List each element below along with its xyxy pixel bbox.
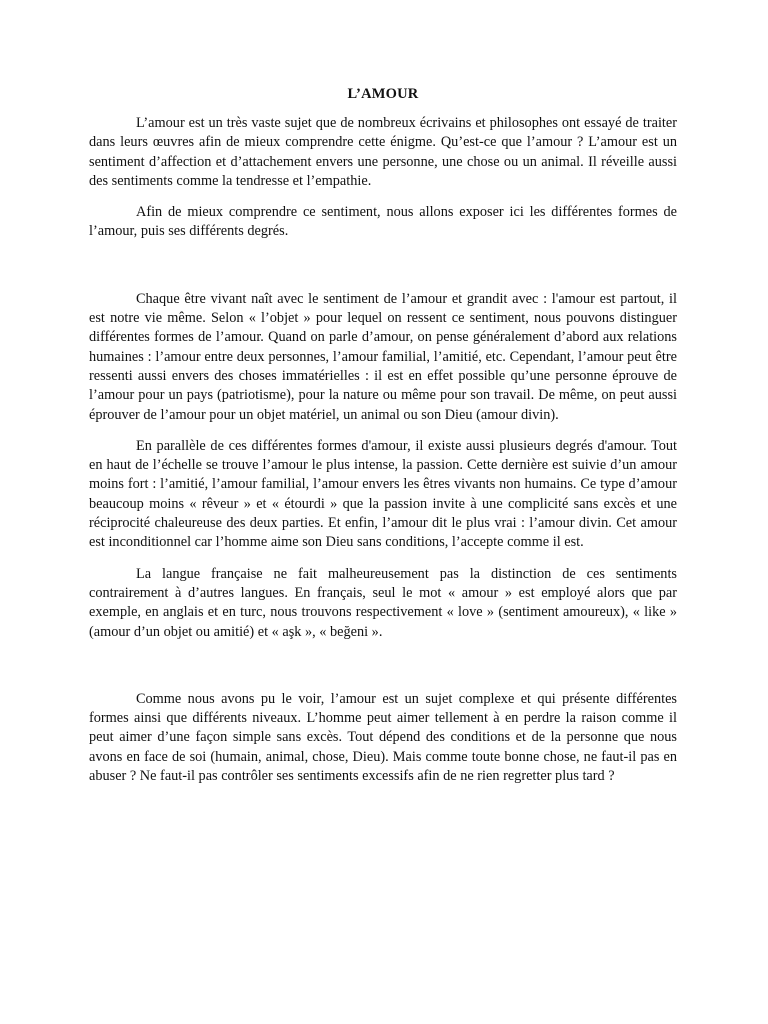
paragraph-forms: Chaque être vivant naît avec le sentiment de l’amour et grandit avec : l'amour est partout, il est notre vie même. Selon « l’objet » pour lequel on ressent ce sentiment, nous pouvons distinguer différentes formes de l’amour. Quand on parle d’amour, on pense généralement d’abord aux relations humaines : l’amour entre deux personnes, l’amour familial, l’amitié, etc. Cependant, l’amour peut être ressenti aussi envers des choses immatérielles : il est en effet possible qu’une personne éprouve de l’amour pour un pays (patriotisme), pour la nature ou même pour son travail. De même, on peut aussi éprouver de l’amour pour un objet matériel, un animal ou son Dieu (amour divin).: [89, 290, 677, 423]
section-spacer: [89, 654, 677, 690]
paragraph-introduction: L’amour est un très vaste sujet que de nombreux écrivains et philosophes ont essayé de traiter dans leurs œuvres afin de mieux comprendre cette énigme. Qu’est-ce que l’amour ? L’amour est un sentiment d’affection et d’attachement envers une personne, une chose ou un animal. Il réveille aussi des sentiments comme la tendresse et l’empathie.: [89, 115, 677, 189]
paragraph-plan: Afin de mieux comprendre ce sentiment, nous allons exposer ici les différentes formes de l’amour, puis ses différents degrés.: [89, 204, 677, 240]
paragraph-degrees: En parallèle de ces différentes formes d'amour, il existe aussi plusieurs degrés d'amour. Tout en haut de l’échelle se trouve l’amour le plus intense, la passion. Cette dernière est suivie d’un amour moins fort : l’amitié, l’amour familial, l’amour envers les êtres vivants non humains. Ce type d’amour beaucoup moins « rêveur » et « étourdi » que la passion invite à une complicité sans excès et une réciprocité chaleureuse des deux parties. Et enfin, l’amour dit le plus vrai : l’amour divin. Cet amour est inconditionnel car l’homme aime son Dieu sans conditions, l’accepte comme il est.: [89, 437, 677, 551]
section-spacer: [89, 254, 677, 290]
document-page: [89, 84, 677, 798]
paragraph-conclusion: Comme nous avons pu le voir, l’amour est un sujet complexe et qui présente différentes formes ainsi que différents niveaux. L’homme peut aimer tellement à en perdre la raison comme il peut aimer d’une façon simple sans excès. Tout dépend des conditions et de la personne que nous avons en face de soi (humain, animal, chose, Dieu). Mais comme toute bonne chose, ne faut-il pas en abuser ? Ne faut-il pas contrôler ses sentiments excessifs afin de ne rien regretter plus tard ?: [89, 690, 677, 785]
document-title: L’AMOUR: [347, 86, 419, 102]
paragraph-language: La langue française ne fait malheureusement pas la distinction de ces sentiments contrairement à d’autres langues. En français, seul le mot « amour » est employé alors que par exemple, en anglais et en turc, nous trouvons respectivement « love » (sentiment amoureux), « like » (amour d’un objet ou amitié) et « aşk », « beğeni ».: [89, 565, 677, 640]
